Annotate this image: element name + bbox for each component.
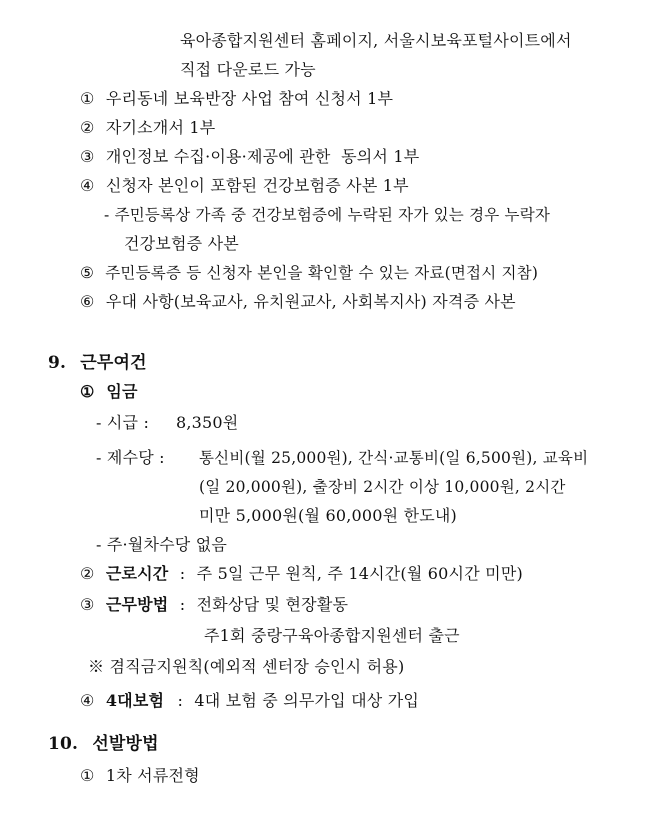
- allowance-line-2: (일 20,000원), 출장비 2시간 이상 10,000원, 2시간: [199, 478, 566, 496]
- wage-title: 임금: [106, 382, 138, 401]
- circled-number-marker: ②: [80, 564, 95, 583]
- section-number: 10.: [48, 734, 79, 754]
- document-item-text: 우리동네 보육반장 사업 참여 신청서 1부: [105, 89, 394, 108]
- hourly-wage-value: 8,350원: [176, 413, 239, 432]
- circled-number-marker: ④: [80, 691, 95, 710]
- work-method-title: 근무방법: [105, 595, 169, 614]
- insurance-row: [80, 690, 419, 712]
- circled-number-marker: ④: [80, 176, 95, 195]
- section-number: 9.: [48, 353, 67, 373]
- document-item-3: [80, 146, 419, 168]
- section-title: 선발방법: [92, 734, 159, 754]
- section-9-heading: [48, 352, 147, 374]
- wage-heading: [80, 381, 138, 403]
- continuation-line-1: 육아종합지원센터 홈페이지, 서울시보육포털사이트에서: [180, 31, 572, 50]
- document-item-text: 자기소개서 1부: [105, 118, 216, 137]
- circled-number-marker: ③: [80, 147, 95, 166]
- circled-number-marker: ③: [80, 595, 95, 614]
- document-item-2: [80, 117, 215, 139]
- selection-step-1: [80, 765, 200, 787]
- document-item-text: 우대 사항(보육교사, 유치원교사, 사회복지사) 자격증 사본: [105, 292, 516, 311]
- hourly-wage-label: - 시급 :: [96, 413, 150, 432]
- work-method-text-2: 주1회 중랑구육아종합지원센터 출근: [204, 626, 460, 645]
- circled-number-marker: ②: [80, 118, 95, 137]
- section-title: 근무여건: [80, 353, 147, 373]
- allowance-line-3: 미만 5,000원(월 60,000원 한도내): [199, 506, 457, 525]
- working-hours-row: [80, 563, 523, 585]
- insurance-title: 4대보험: [105, 691, 165, 710]
- document-item-6: [80, 291, 516, 313]
- working-hours-text: 주 5일 근무 원칙, 주 14시간(월 60시간 미만): [196, 564, 523, 583]
- document-item-5: [80, 262, 538, 284]
- selection-step-text: 1차 서류전형: [105, 766, 200, 785]
- section-10-heading: [48, 733, 159, 755]
- work-method-row: [80, 594, 348, 616]
- document-item-text: 주민등록증 등 신청자 본인을 확인할 수 있는 자료(면접시 지참): [105, 264, 539, 282]
- allowance-label: - 제수당 :: [96, 448, 165, 467]
- circled-number-marker: ⑥: [80, 292, 95, 311]
- no-weekly-allowance: - 주·월차수당 없음: [96, 535, 228, 554]
- continuation-line-2: 직접 다운로드 가능: [180, 60, 316, 79]
- document-item-4: [80, 175, 409, 197]
- working-hours-title: 근로시간: [105, 564, 169, 583]
- circled-number-marker: ①: [80, 382, 95, 401]
- circled-number-marker: ①: [80, 89, 95, 108]
- dual-employment-note: ※ 겸직금지원칙(예외적 센터장 승인시 허용): [88, 657, 405, 676]
- document-item-4-note-line-1: - 주민등록상 가족 중 건강보험증에 누락된 자가 있는 경우 누락자: [104, 206, 551, 224]
- allowance-line-1: 통신비(월 25,000원), 간식·교통비(일 6,500원), 교육비: [199, 449, 589, 467]
- circled-number-marker: ⑤: [80, 264, 95, 282]
- document-item-text: 개인정보 수집·이용·제공에 관한 동의서 1부: [105, 147, 420, 166]
- colon-separator: :: [179, 564, 186, 583]
- work-method-text: 전화상담 및 현장활동: [196, 595, 349, 614]
- insurance-text: 4대 보험 중 의무가입 대상 가입: [194, 691, 420, 710]
- document-item-4-note-line-2: 건강보험증 사본: [124, 234, 239, 253]
- colon-separator: :: [177, 691, 184, 710]
- colon-separator: :: [179, 595, 186, 614]
- circled-number-marker: ①: [80, 766, 95, 785]
- document-item-text: 신청자 본인이 포함된 건강보험증 사본 1부: [105, 176, 409, 195]
- document-item-1: [80, 88, 393, 110]
